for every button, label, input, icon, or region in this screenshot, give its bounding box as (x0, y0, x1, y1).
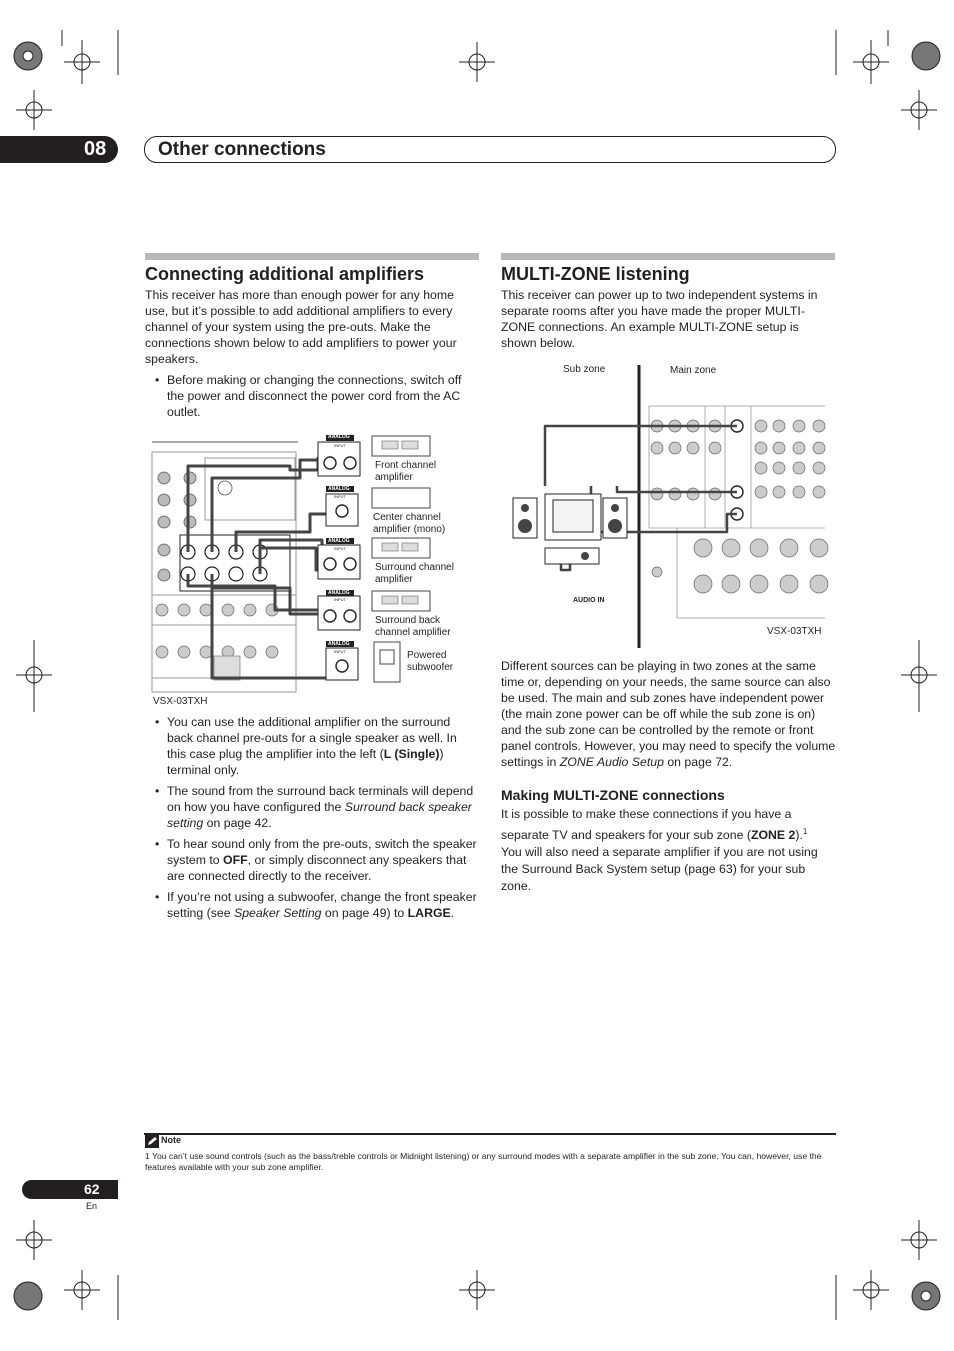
model-label-right: VSX-03TXH (767, 626, 822, 637)
bullet-pre-outs: • To hear sound only from the pre-outs, switch the speaker system to OFF, or simply disconnect any speakers that are connected directly to the receiver. (145, 836, 479, 884)
intro-amplifiers: This receiver has more than enough power for any home use, but it’s possible to add additional amplifiers to every channel of your system using the pre-outs. Make the connections shown below to add amplifiers to power your speakers. (145, 288, 457, 366)
bullet-subwoofer: • If you’re not using a subwoofer, change the front speaker setting (see Speaker Setting on page 49) to LARGE. (145, 889, 479, 921)
input-label-1: INPUT (334, 443, 346, 448)
input-label-4: INPUT (334, 597, 346, 602)
label-audio-in: AUDIO IN (573, 597, 605, 604)
bullet-before: • Before making or changing the connections, switch off the power and disconnect the power cord from the AC outlet. (145, 372, 479, 420)
analog-label-3: ANALOG (328, 538, 350, 544)
section-title-multizone: MULTI-ZONE listening (501, 264, 690, 284)
multizone-diagram (505, 360, 835, 655)
bullet-list-before (145, 372, 479, 425)
note-text: 1 You can’t use sound controls (such as the bass/treble controls or Midnight listening) or any surround modes with a separate amplifier in the sub zone. You can, however, use the features available with your sub zone amplifier. (145, 1151, 822, 1172)
analog-label-2: ANALOG (328, 486, 350, 492)
analog-label-4: ANALOG (328, 590, 350, 596)
input-label-2: INPUT (334, 494, 346, 499)
bullet-list-amplifiers (145, 714, 479, 926)
section-bar-right (501, 253, 835, 260)
input-label-3: INPUT (334, 546, 346, 551)
label-front-amp: Front channel amplifier (375, 460, 437, 483)
label-sub-zone: Sub zone (563, 364, 606, 375)
making-connections-text: It is possible to make these connections if you have a separate TV and speakers for your sub zone (ZONE 2).$^1$ You will also need a separate amplifier if you are not using the Surround Back System setup (page 63) for your sub zone. (501, 807, 818, 894)
subheading-making-connections: Making MULTI-ZONE connections (501, 787, 725, 803)
section-bar-left (145, 253, 479, 260)
bullet-single: • You can use the additional amplifier on the surround back channel pre-outs for a single speaker as well. In this case plug the amplifier into the left (L (Single)) terminal only. (145, 714, 479, 778)
model-label-left: VSX-03TXH (153, 696, 208, 707)
label-center-amp: Center channel amplifier (mono) (373, 512, 446, 535)
note-pencil-icon (145, 1135, 159, 1148)
page-number: 62 (84, 1181, 100, 1197)
chapter-title: Other connections (158, 139, 326, 160)
page-tab (22, 1180, 118, 1199)
analog-label-1: ANALOG (328, 434, 350, 440)
page-language: En (86, 1201, 98, 1211)
label-main-zone: Main zone (670, 365, 717, 376)
label-subwoofer: Powered subwoofer (407, 650, 454, 673)
note-rule (144, 1133, 836, 1135)
section-title-amplifiers: Connecting additional amplifiers (145, 264, 425, 284)
intro-multizone: This receiver can power up to two independent systems in separate rooms after you have made the proper MULTI-ZONE connections. An example MULTI-ZONE setup is shown below. (501, 288, 818, 350)
input-label-5: INPUT (334, 649, 346, 654)
chapter-number: 08 (84, 138, 107, 160)
label-surround-amp: Surround channel amplifier (375, 562, 454, 585)
multizone-description: Different sources can be playing in two zones at the same time or, depending on your needs, the same source can also be used. The main and sub zones have independent power (the main zone power can be off while the sub zone is on) and the sub zone can be controlled by the remote or front panel controls. However, you may need to specify the volume settings in ZONE Audio Setup on page 72. (501, 659, 836, 769)
bullet-surround-back: • The sound from the surround back terminals will depend on how you have configured the Surround back speaker setting on page 42. (145, 783, 479, 831)
note-label: Note (161, 1135, 181, 1145)
label-surround-back-amp: Surround back channel amplifier (375, 615, 451, 638)
analog-label-5: ANALOG (328, 641, 350, 647)
